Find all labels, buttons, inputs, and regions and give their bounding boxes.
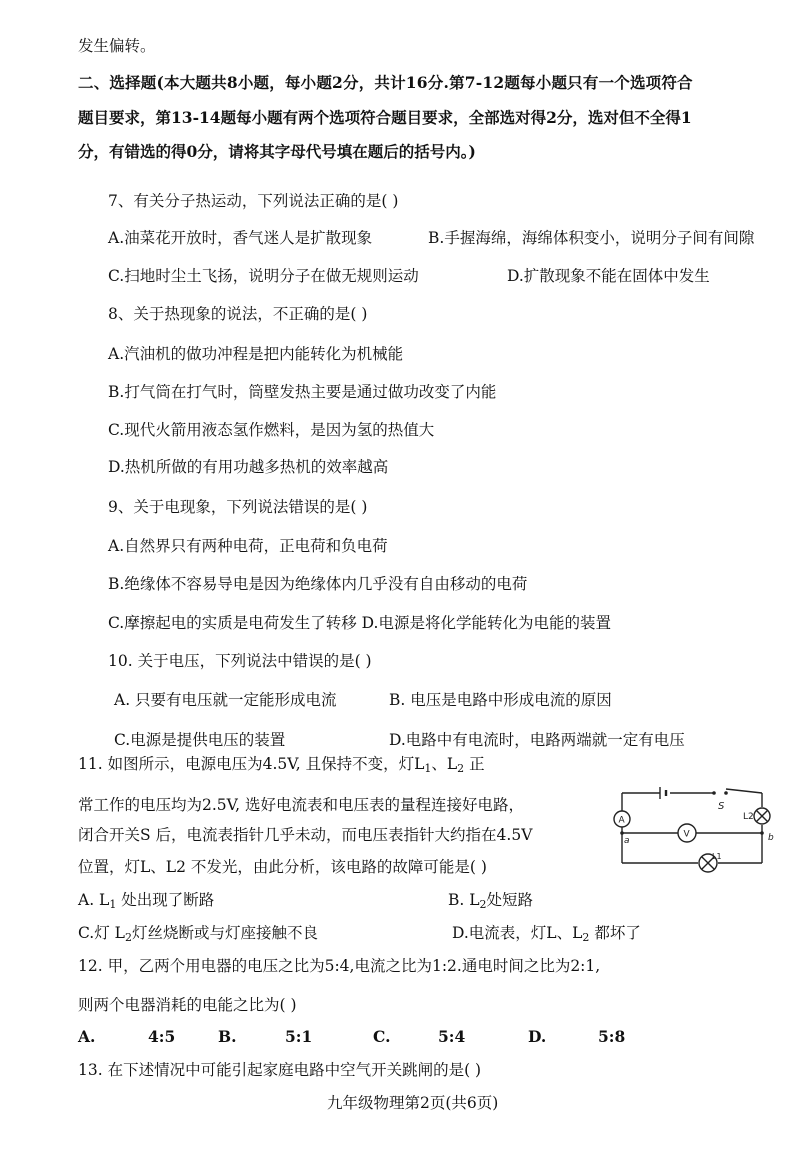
node-b-dot [760,831,764,835]
q9-option-a: A.自然界只有两种电荷，正电荷和负电荷 [108,537,388,555]
q9-stem: 9、关于电现象，下列说法错误的是( ) [108,498,368,516]
q12-option-b-letter: B. [218,1027,237,1046]
q8-option-c: C.现代火箭用液态氢作燃料，是因为氢的热值大 [108,421,435,439]
q12-option-d-letter: D. [528,1027,547,1046]
q7-option-b: B.手握海绵，海绵体积变小，说明分子间有间隙 [428,229,755,247]
q11-option-d [452,923,641,948]
q11-line-1-a: 11. 如图所示，电源电压为4.5V, 且保持不变，灯L [78,755,425,773]
q8-option-d: D.热机所做的有用功越多热机的效率越高 [108,458,389,476]
section-heading-line-2: 题目要求，第13-14题每小题有两个选项符合题目要求，全部选对得2分，选对但不全得1 [78,108,692,127]
q11-b-post: 处短路 [486,891,534,909]
q12-option-a-letter: A. [78,1027,96,1046]
switch-blade [726,789,762,793]
q11-option-c [78,923,318,948]
q11-a-sub: 1 [109,898,117,911]
q12-line-1: 12. 甲，乙两个用电器的电压之比为5:4,电流之比为1:2.通电时间之比为2:1, [78,957,601,975]
label-node-a: a [624,836,630,846]
q11-line-1-c: 正 [464,755,485,773]
q8-option-b: B.打气筒在打气时，筒壁发热主要是通过做功改变了内能 [108,383,497,401]
q12-line-2: 则两个电器消耗的电能之比为( ) [78,996,297,1014]
label-l2: L2 [743,812,754,822]
q12-option-c-letter: C. [373,1027,391,1046]
q11-d-pre: D.电流表，灯L、L [452,924,583,942]
q11-d-sub: 2 [582,931,590,944]
q11-d-post: 都坏了 [589,924,641,942]
label-v: V [683,829,690,840]
q11-b-pre: B. L [448,891,480,909]
q11-line-3: 闭合开关S 后，电流表指针几乎未动，而电压表指针大约指在4.5V [78,826,533,844]
label-node-b: b [768,833,774,843]
label-s: S [718,801,725,812]
q12-option-a-value: 4:5 [148,1027,176,1046]
q11-c-sub: 2 [124,931,132,944]
q11-line-2: 常工作的电压均为2.5V, 选好电流表和电压表的量程连接好电路， [78,796,524,814]
q10-option-c: C.电源是提供电压的装置 [114,731,286,749]
section-heading-line-3: 分，有错选的得0分，请将其字母代号填在题后的括号内。) [78,142,476,161]
q11-a-pre: A. L [78,891,110,909]
q11-b-sub: 2 [479,898,487,911]
q9-option-b: B.绝缘体不容易导电是因为绝缘体内几乎没有自由移动的电荷 [108,575,528,593]
q7-option-c: C.扫地时尘土飞扬，说明分子在做无规则运动 [108,267,419,285]
q11-option-a [78,890,214,915]
q7-option-d: D.扩散现象不能在固体中发生 [507,267,710,285]
q11-c-pre: C.灯 L [78,924,125,942]
carry-over-text: 发生偏转。 [78,37,156,55]
q10-option-b: B. 电压是电路中形成电流的原因 [389,691,612,709]
q7-option-a: A.油菜花开放时，香气迷人是扩散现象 [108,229,373,247]
node-a-dot [620,831,624,835]
q11-l2-sub: 2 [457,762,465,775]
q8-option-a: A.汽油机的做功冲程是把内能转化为机械能 [108,345,404,363]
q10-option-a: A. 只要有电压就一定能形成电流 [114,691,337,709]
label-a: A [618,815,625,826]
q11-l1-sub: 1 [424,762,432,775]
q11-line-1-b: 、L [431,755,458,773]
q11-c-post: 灯丝烧断或与灯座接触不良 [131,924,318,942]
q7-stem: 7、有关分子热运动，下列说法正确的是( ) [108,192,399,210]
q9-option-cd: C.摩擦起电的实质是电荷发生了转移 D.电源是将化学能转化为电能的装置 [108,614,611,632]
switch-contact [724,791,728,795]
q12-option-d-value: 5:8 [598,1027,626,1046]
q11-a-post: 处出现了断路 [116,891,215,909]
circuit-diagram [610,785,782,875]
q12-option-b-value: 5:1 [285,1027,313,1046]
section-heading-line-1: 二、选择题(本大题共8小题，每小题2分，共计16分.第7-12题每小题只有一个选项符合 [78,73,693,92]
q10-option-d: D.电路中有电流时，电路两端就一定有电压 [389,731,685,749]
switch-pivot [712,791,716,795]
q13-stem: 13. 在下述情况中可能引起家庭电路中空气开关跳闸的是( ) [78,1061,482,1079]
q12-option-c-value: 5:4 [438,1027,466,1046]
page-footer: 九年级物理第2页(共6页) [327,1094,499,1112]
q10-stem: 10. 关于电压，下列说法中错误的是( ) [108,652,372,670]
q11-option-b [448,890,533,915]
label-l1: L1 [712,852,722,861]
q8-stem: 8、关于热现象的说法，不正确的是( ) [108,305,368,323]
q11-line-4: 位置，灯L、L2 不发光，由此分析，该电路的故障可能是( ) [78,858,487,876]
q11-line-1 [78,754,485,779]
